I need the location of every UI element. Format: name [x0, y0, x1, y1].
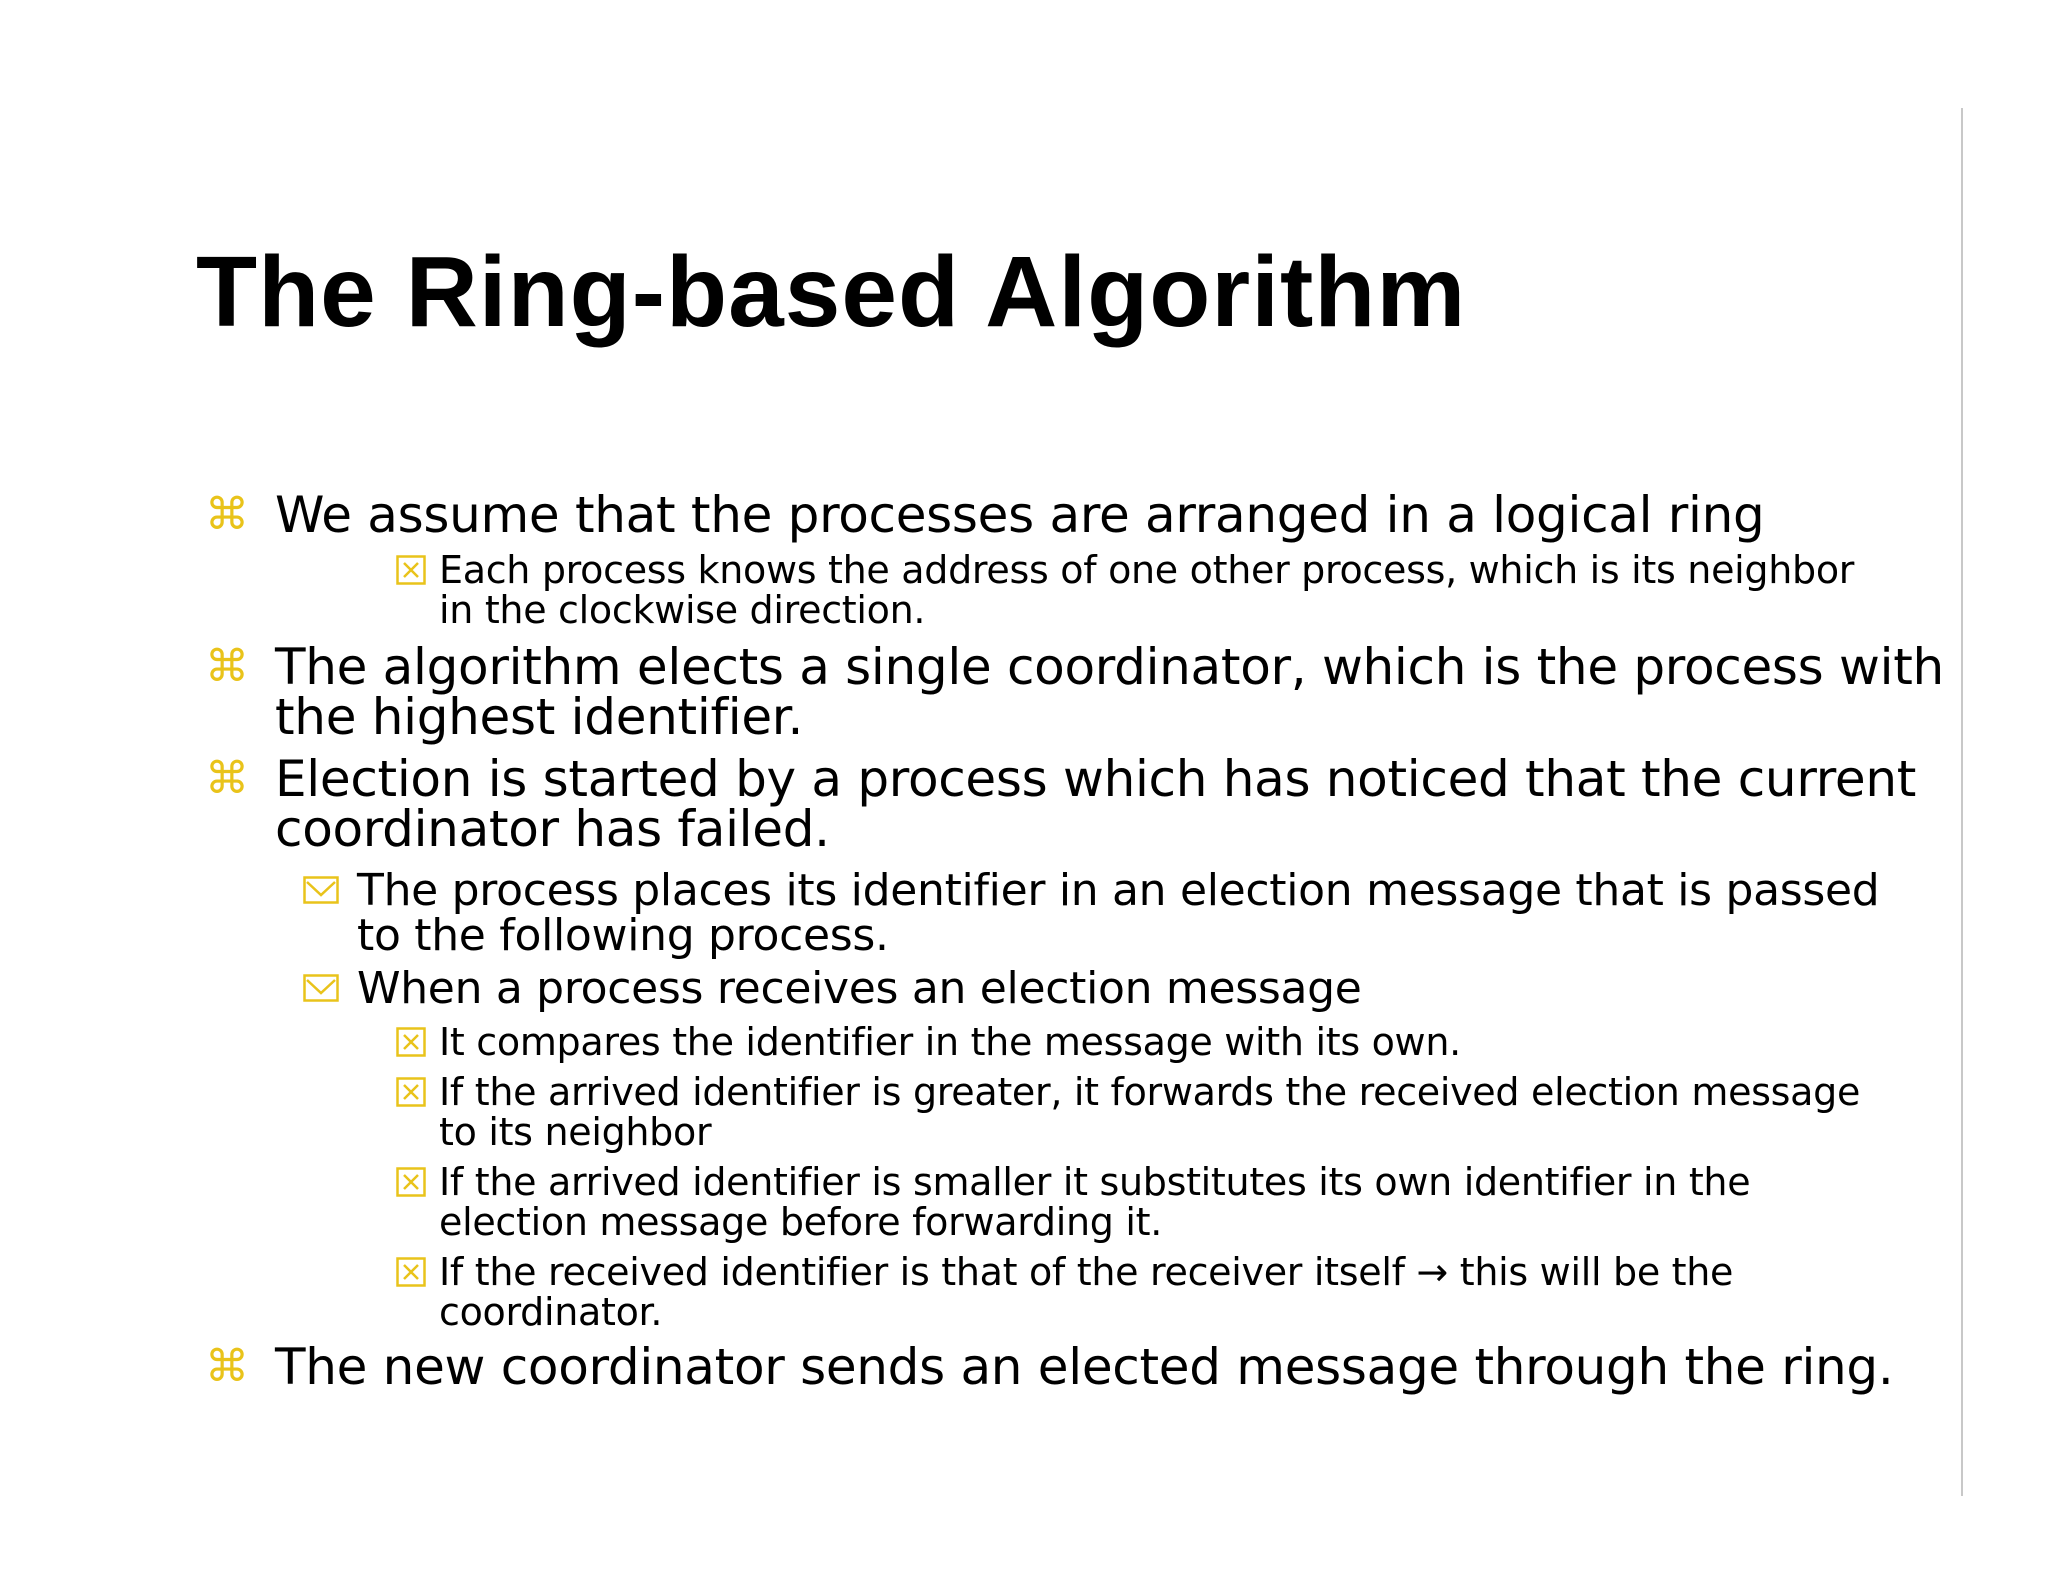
- bullet-election-started: [205, 750, 1917, 858]
- bullet-text-line: election message before forwarding it.: [439, 1200, 1162, 1244]
- sub-sub-bullet-greater: [439, 1072, 1860, 1152]
- sub-sub-bullet-compares: [439, 1022, 1461, 1062]
- bullet-text-line: If the arrived identifier is smaller it substitutes its own identifier in the: [439, 1160, 1751, 1204]
- bullet-text-line: The algorithm elects a single coordinator, which is the process with: [275, 638, 1944, 696]
- bullet-text-line: It compares the identifier in the message with its own.: [439, 1020, 1461, 1064]
- bullet-text-line: When a process receives an election message: [357, 963, 1362, 1014]
- boxed-x-icon: [396, 1167, 426, 1197]
- command-key-icon: ⌘: [205, 641, 249, 692]
- bullet-text-line: We assume that the processes are arranged in a logical ring: [275, 486, 1765, 544]
- bullet-text-line: The new coordinator sends an elected message through the ring.: [275, 1338, 1894, 1396]
- bullet-elects-coordinator: [205, 638, 1944, 746]
- sub-bullet-receives-message: [357, 963, 1362, 1014]
- bullet-text-line: coordinator.: [439, 1290, 663, 1334]
- bullet-text-line: The process places its identifier in an election message that is passed: [357, 865, 1880, 916]
- bullet-text-line: Each process knows the address of one other process, which is its neighbor: [439, 548, 1855, 592]
- bullet-text-line: coordinator has failed.: [275, 800, 830, 858]
- boxed-x-icon: [396, 1077, 426, 1107]
- bullet-text-line: to the following process.: [357, 910, 889, 961]
- sub-bullet-neighbor-address: [439, 550, 1854, 630]
- command-key-icon: ⌘: [205, 489, 249, 540]
- bullet-text-line: If the received identifier is that of the receiver itself → this will be the: [439, 1250, 1734, 1294]
- bullet-text-line: the highest identifier.: [275, 688, 804, 746]
- sub-sub-bullet-receiver-itself: [439, 1252, 1733, 1332]
- bullet-text-line: Election is started by a process which has noticed that the current: [275, 750, 1917, 808]
- bullet-text-line: If the arrived identifier is greater, it forwards the received election message: [439, 1070, 1861, 1114]
- envelope-icon: [303, 974, 339, 1002]
- boxed-x-icon: [396, 1027, 426, 1057]
- command-key-icon: ⌘: [205, 753, 249, 804]
- bullet-text-line: in the clockwise direction.: [439, 588, 926, 632]
- boxed-x-icon: [396, 1257, 426, 1287]
- slide-title: The Ring-based Algorithm: [196, 236, 1467, 348]
- bullet-ring-assumption: [205, 486, 1765, 544]
- envelope-icon: [303, 876, 339, 904]
- sub-bullet-places-identifier: [357, 865, 1880, 961]
- bullet-text-line: to its neighbor: [439, 1110, 712, 1154]
- command-key-icon: ⌘: [205, 1341, 249, 1392]
- sub-sub-bullet-smaller: [439, 1162, 1750, 1242]
- bullet-elected-message: [205, 1338, 1894, 1396]
- slide-edge-rule: [1961, 108, 1963, 1496]
- boxed-x-icon: [396, 555, 426, 585]
